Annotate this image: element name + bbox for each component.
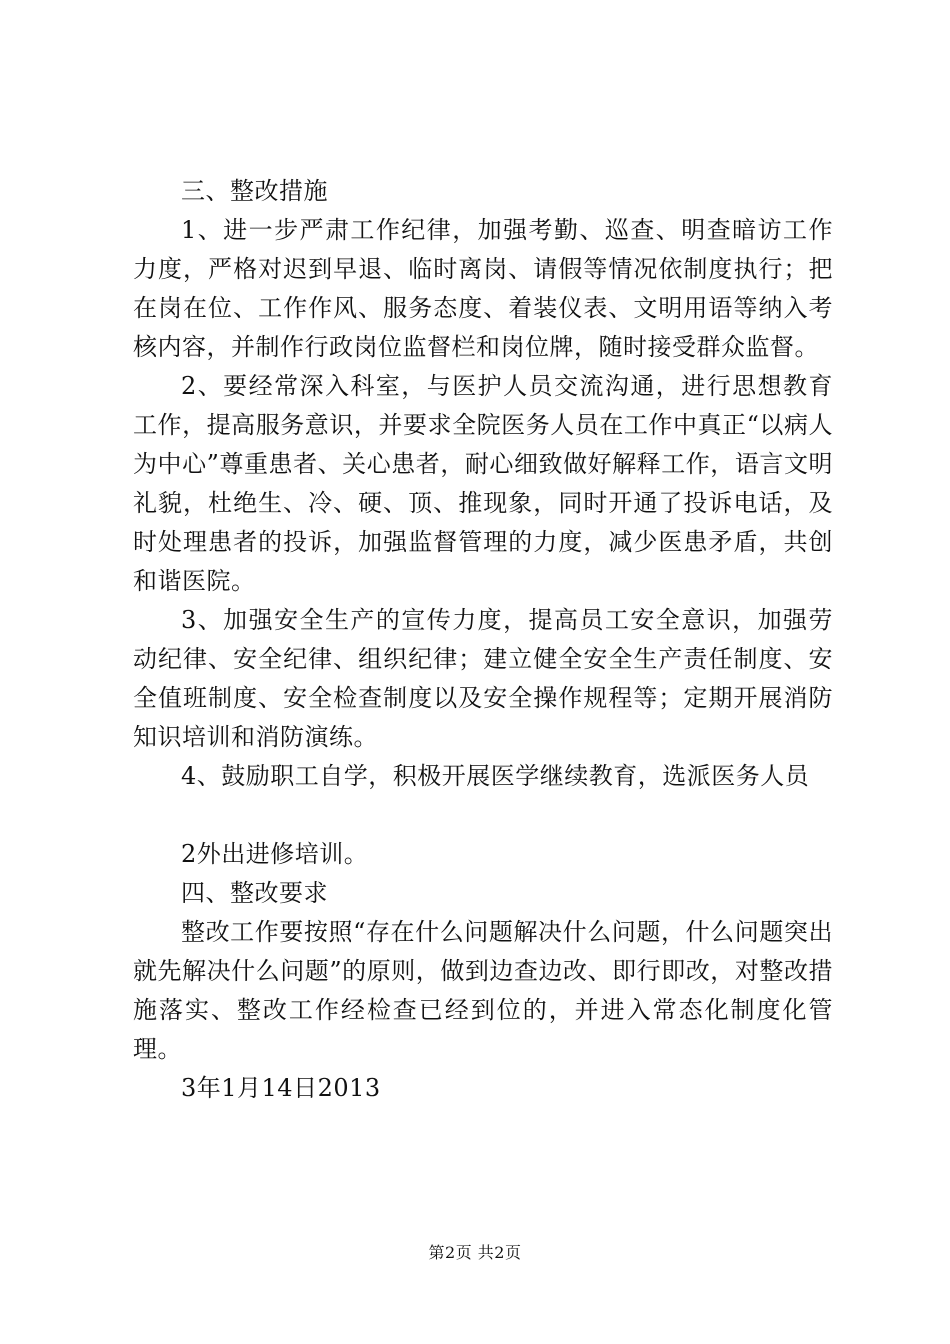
page-indicator: 第2页 共2页 xyxy=(428,1243,522,1262)
measure-item-2: 2、要经常深入科室，与医护人员交流沟通，进行思想教育工作，提高服务意识，并要求全院医务人员在工作中真正“以病人为中心”尊重患者、关心患者，耐心细致做好解释工作，语言文明礼貌，杜绝生、冷、硬、顶、推现象，同时开通了投诉电话，及时处理患者的投诉，加强监督管理的力度，减少医患矛盾，共创和谐医院。 xyxy=(133,372,833,595)
page-footer xyxy=(0,1242,950,1264)
measure-item-4: 4、鼓励职工自学，积极开展医学继续教育，选派医务人员 xyxy=(181,762,810,790)
measure-item-3: 3、加强安全生产的宣传力度，提高员工安全意识，加强劳动纪律、安全纪律、组织纪律；建立健全安全生产责任制度、安全值班制度、安全检查制度以及安全操作规程等；定期开展消防知识培训和消防演练。 xyxy=(133,606,833,751)
page-break-gap xyxy=(133,796,833,835)
document-body xyxy=(133,172,833,1108)
requirements-paragraph: 整改工作要按照“存在什么问题解决什么问题，什么问题突出就先解决什么问题”的原则，做到边查边改、即行即改，对整改措施落实、整改工作经检查已经到位的，并进入常态化制度化管理。 xyxy=(133,918,833,1063)
document-date: 3年1月14日2013 xyxy=(181,1074,381,1102)
measure-item-1: 1、进一步严肃工作纪律，加强考勤、巡查、明查暗访工作力度，严格对迟到早退、临时离岗、请假等情况依制度执行；把在岗在位、工作作风、服务态度、着装仪表、文明用语等纳入考核内容，并制作行政岗位监督栏和岗位牌，随时接受群众监督。 xyxy=(133,216,833,361)
section3-heading: 三、整改措施 xyxy=(181,177,328,205)
measure-item-4-continued: 2外出进修培训。 xyxy=(181,840,369,868)
section4-heading: 四、整改要求 xyxy=(181,879,328,907)
